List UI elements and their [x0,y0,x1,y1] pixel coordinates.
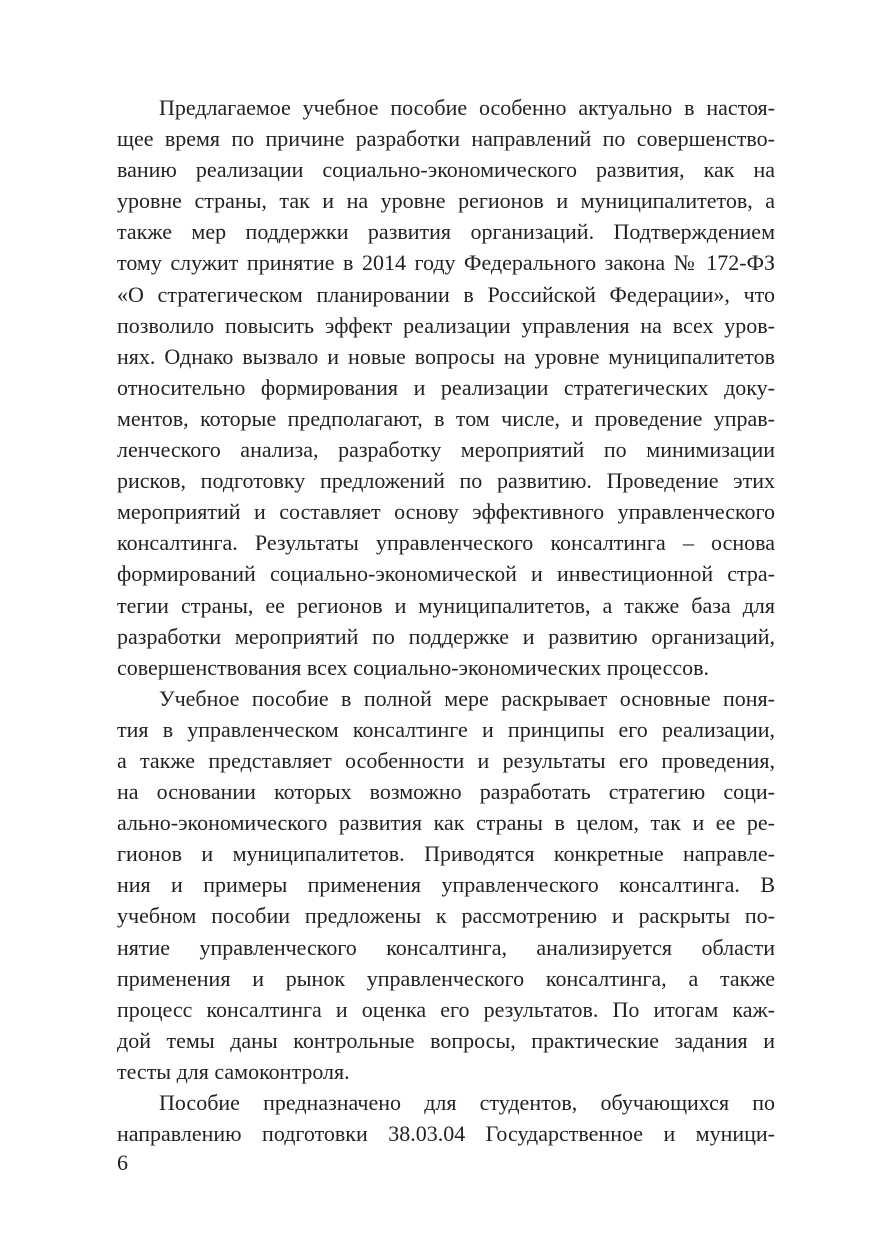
text-line: формирований социально-экономической и инвестиционной стра- [117,561,775,587]
text-line: применения и рынок управленческого консалтинга, а также [117,965,775,991]
text-line: а также представляет особенности и результаты его проведения, [117,747,775,773]
text-line: нях. Однако вызвало и новые вопросы на уровне муниципалитетов [117,343,775,369]
text-line: процесс консалтинга и оценка его результатов. По итогам каж- [117,996,775,1022]
text-line: на основании которых возможно разработать стратегию соци- [117,779,775,805]
text-line: также мер поддержки развития организаций. Подтверждением [117,219,775,245]
text-line: ленческого анализа, разработку мероприятий по минимизации [117,437,775,463]
text-line: рисков, подготовку предложений по развитию. Проведение этих [117,468,775,494]
text-line: тия в управленческом консалтинге и принципы его реализации, [117,716,775,742]
text-line: нятие управленческого консалтинга, анализируется области [117,934,775,960]
text-line: тому служит принятие в 2014 году Федерального закона № 172-ФЗ [117,250,775,276]
text-line: тегии страны, ее регионов и муниципалитетов, а также база для [117,592,775,618]
text-line: учебном пособии предложены к рассмотрению и раскрыты по- [117,903,775,929]
text-line: щее время по причине разработки направлений по совершенство- [117,126,775,152]
text-line: Предлагаемое учебное пособие особенно актуально в настоя- [159,95,775,120]
text-line: направлению подготовки 38.03.04 Государственное и муници- [117,1121,775,1147]
text-line: мероприятий и составляет основу эффективного управленческого [117,499,775,525]
text-line: относительно формирования и реализации стратегических доку- [117,374,775,400]
text-line: уровне страны, так и на уровне регионов и муниципалитетов, а [117,188,775,214]
text-line: консалтинга. Результаты управленческого консалтинга – основа [117,530,775,556]
text-line: ально-экономического развития как страны в целом, так и ее ре- [117,810,775,836]
text-line: тесты для самоконтроля. [117,1058,350,1084]
paragraph-3 [117,1087,775,1149]
text-line: Пособие предназначено для студентов, обучающихся по [159,1090,775,1115]
paragraph-1 [117,92,775,683]
text-line: «О стратегическом планировании в Российской Федерации», что [117,281,775,307]
text-line: гионов и муниципалитетов. Приводятся конкретные направле- [117,841,775,867]
text-line: ванию реализации социально-экономического развития, как на [117,157,775,183]
text-line: совершенствования всех социально-экономических процессов. [117,654,710,680]
page-number: 6 [117,1150,128,1175]
body-text [117,92,775,1149]
text-line: позволило повысить эффект реализации управления на всех уров- [117,312,775,338]
text-line: Учебное пособие в полной мере раскрывает основные поня- [159,685,775,711]
text-line: разработки мероприятий по поддержке и развитию организаций, [117,623,775,649]
text-line: дой темы даны контрольные вопросы, практические задания и [117,1027,775,1053]
text-line: ния и примеры применения управленческого консалтинга. В [117,872,775,898]
text-line: ментов, которые предполагают, в том числе, и проведение управ- [117,405,775,431]
paragraph-2 [117,683,775,1087]
